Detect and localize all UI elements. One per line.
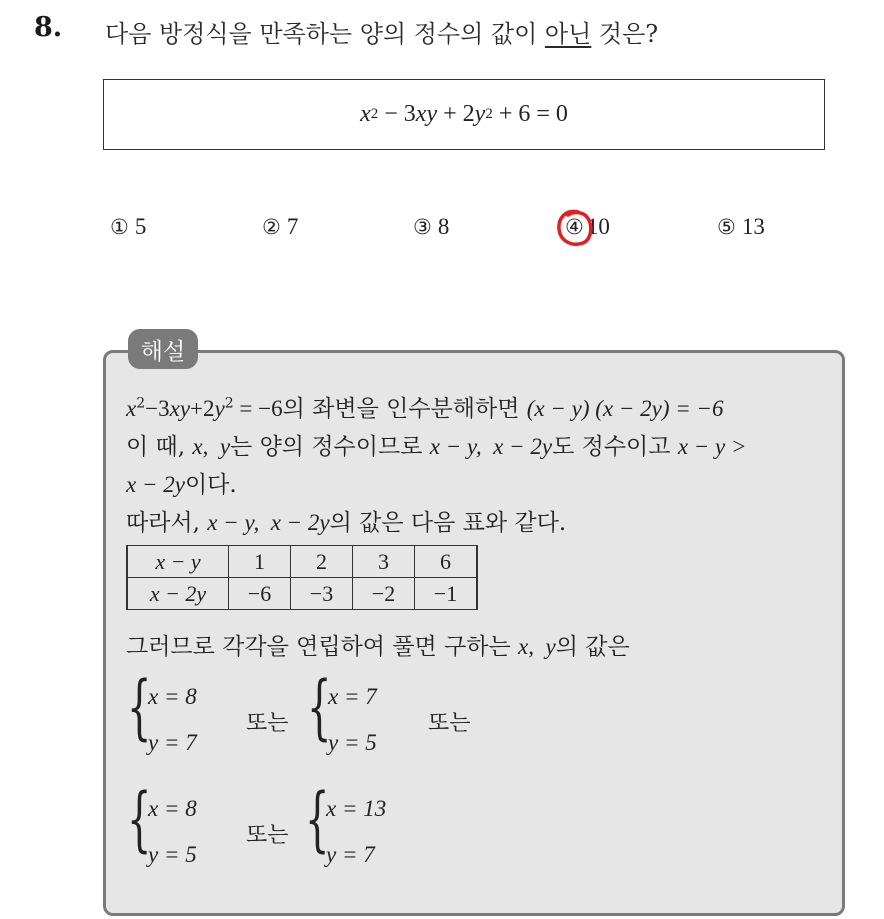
left-brace: { <box>307 666 332 748</box>
solution-line-4 <box>126 504 566 537</box>
table-cell: 6 <box>415 546 478 578</box>
table-cell: 3 <box>353 546 415 578</box>
equation-box <box>103 79 825 150</box>
solution-text: 의 값은 <box>555 634 630 660</box>
question-text-before: 다음 방정식을 만족하는 양의 정수의 값이 <box>105 20 545 48</box>
system-eq: y = 5 <box>328 730 377 755</box>
solution-line-3 <box>126 466 237 499</box>
system-eq: y = 7 <box>148 730 197 755</box>
eq-term: xy <box>415 101 438 127</box>
eq-exp: 2 <box>485 106 493 122</box>
system-eq: x = 13 <box>326 796 387 821</box>
choice-1[interactable] <box>110 214 146 240</box>
choice-value: 10 <box>586 214 610 239</box>
system-1-x <box>148 684 197 710</box>
table-header-cell: x − 2y <box>127 578 229 610</box>
system-3-x <box>148 796 197 822</box>
system-3-y <box>148 842 197 868</box>
choice-value: 7 <box>286 214 299 239</box>
eq-term: + 6 = 0 <box>492 101 568 127</box>
eq-exp: 2 <box>370 106 379 122</box>
math-term: x, y <box>518 634 556 659</box>
eq-term: x <box>360 101 371 127</box>
left-brace: { <box>127 778 152 860</box>
choice-2[interactable] <box>262 214 298 240</box>
table-row <box>127 546 477 578</box>
system-4-x <box>326 796 386 822</box>
math-term: x, y <box>192 434 231 459</box>
solution-text: 는 양의 정수이므로 <box>230 434 430 460</box>
solution-badge: 해설 <box>128 329 198 369</box>
table-header-cell: x − y <box>127 546 229 578</box>
solution-line-2 <box>126 428 747 461</box>
solution-text: 이 때, <box>126 434 193 460</box>
question-number: 8. <box>34 12 63 43</box>
choice-value: 8 <box>437 214 450 239</box>
choice-symbol: ① <box>110 215 129 239</box>
math-term: x − y > <box>677 434 747 459</box>
eq-term: y <box>474 101 486 127</box>
system-eq: x = 7 <box>328 684 377 709</box>
system-eq: x = 8 <box>148 796 197 821</box>
math-term: x <box>126 396 137 421</box>
system-eq: x = 8 <box>148 684 197 709</box>
choice-symbol: ④ <box>565 215 584 239</box>
math-term: = −6 <box>233 396 283 421</box>
math-term: (x − y) (x − 2y) = −6 <box>526 396 724 421</box>
solution-text: 이다. <box>184 472 237 498</box>
math-term: −3 <box>145 396 170 421</box>
choice-symbol: ③ <box>413 215 432 239</box>
or-text: 또는 <box>428 711 471 736</box>
or-text: 또는 <box>246 823 289 848</box>
choice-3[interactable] <box>413 214 449 240</box>
table-row <box>127 578 477 610</box>
eq-term: + 2 <box>437 101 475 127</box>
solution-text: 따라서, <box>126 510 208 536</box>
math-term: xy <box>169 396 191 421</box>
solution-line-1 <box>126 390 724 423</box>
solution-text: 의 좌변을 인수분해하면 <box>282 396 527 422</box>
math-term: x − y, x − 2y <box>207 510 330 535</box>
system-eq: y = 7 <box>326 842 375 867</box>
math-term: y <box>214 396 225 421</box>
math-exp: 2 <box>224 395 234 412</box>
answer-circle-mark <box>556 208 594 248</box>
choice-5[interactable] <box>717 214 765 240</box>
choice-value: 13 <box>741 214 765 239</box>
question-text-underlined: 아닌 <box>544 20 592 48</box>
table-cell: 1 <box>229 546 291 578</box>
choice-value: 5 <box>134 214 147 239</box>
math-term: x − y, x − 2y <box>429 434 553 459</box>
solution-line-5 <box>126 628 630 661</box>
math-term: x − 2y <box>126 472 185 497</box>
values-table <box>126 545 478 610</box>
left-brace: { <box>305 778 330 860</box>
question-text <box>105 14 658 49</box>
choice-symbol: ⑤ <box>717 215 736 239</box>
system-2-y <box>328 730 377 756</box>
solution-text: 그러므로 각각을 연립하여 풀면 구하는 <box>126 634 519 660</box>
or-text: 또는 <box>246 711 289 736</box>
eq-term: − 3 <box>378 101 416 127</box>
table-cell: −1 <box>415 578 478 610</box>
system-2-x <box>328 684 377 710</box>
table-cell: −2 <box>353 578 415 610</box>
table-cell: 2 <box>291 546 353 578</box>
system-4-y <box>326 842 375 868</box>
math-exp: 2 <box>136 395 146 412</box>
question-text-after: 것은? <box>591 20 659 48</box>
system-eq: y = 5 <box>148 842 197 867</box>
choice-symbol: ② <box>262 215 281 239</box>
solution-text: 의 값은 다음 표와 같다. <box>329 510 567 536</box>
math-term: +2 <box>190 396 215 421</box>
system-1-y <box>148 730 197 756</box>
left-brace: { <box>127 666 152 748</box>
table-cell: −6 <box>229 578 291 610</box>
table-cell: −3 <box>291 578 353 610</box>
solution-text: 도 정수이고 <box>552 434 678 460</box>
